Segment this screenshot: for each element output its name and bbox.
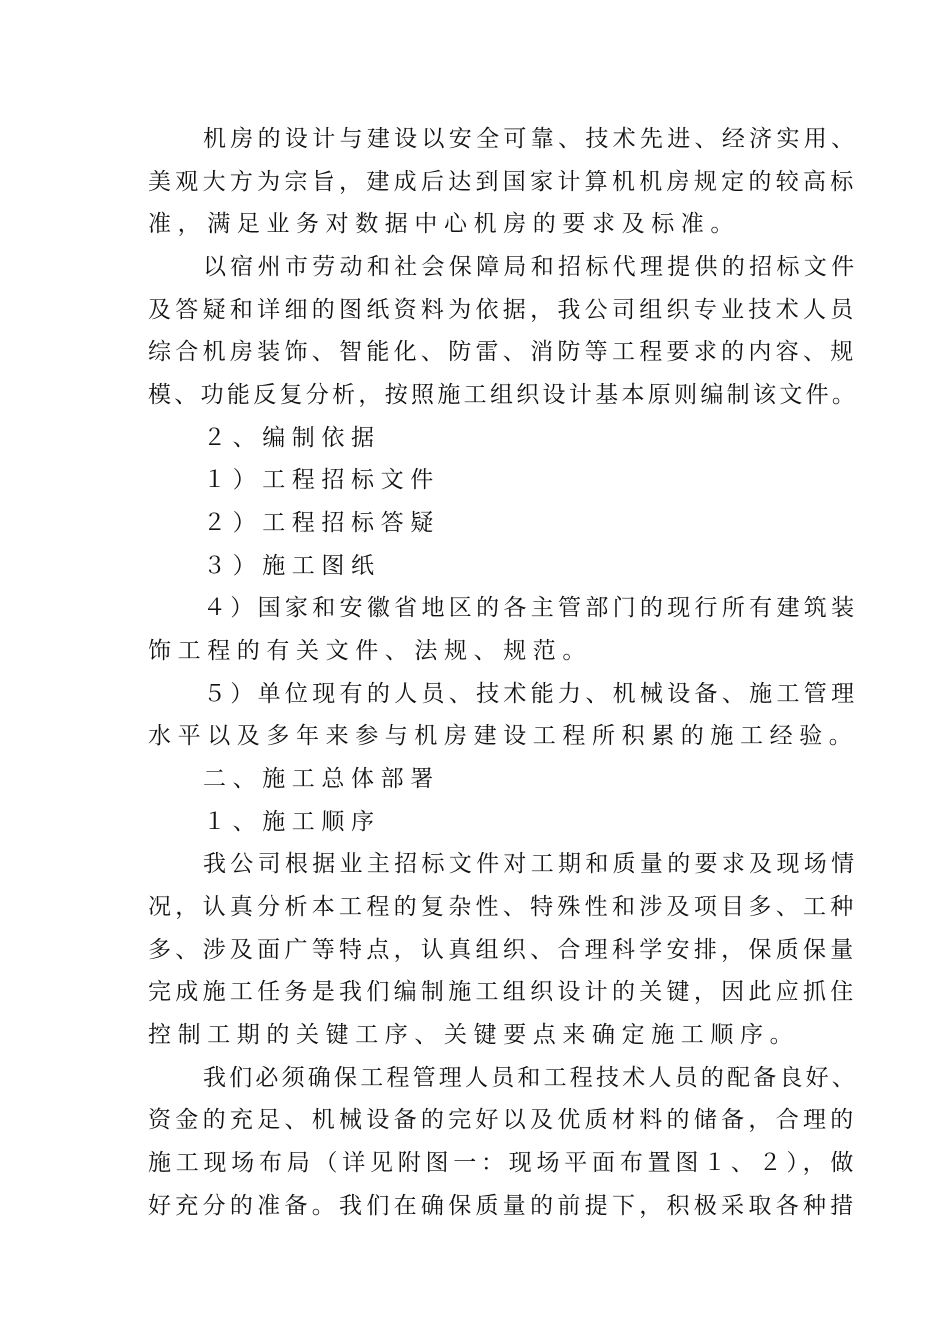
paragraph-line: 好充分的准备。我们在确保质量的前提下，积极采取各种措 xyxy=(148,1193,858,1219)
paragraph-line: 及答疑和详细的图纸资料为依据，我公司组织专业技术人员 xyxy=(148,297,858,323)
subsection-heading: １、施工顺序 xyxy=(203,809,381,835)
section-heading: ２、编制依据 xyxy=(203,425,381,451)
list-item: １）工程招标文件 xyxy=(203,467,440,493)
list-item: ５）单位现有的人员、技术能力、机械设备、施工管理 xyxy=(203,681,859,707)
list-item: ４）国家和安徽省地区的各主管部门的现行所有建筑装 xyxy=(203,595,859,621)
paragraph-line: 控制工期的关键工序、关键要点来确定施工顺序。 xyxy=(148,1022,800,1048)
paragraph-line: 美观大方为宗旨，建成后达到国家计算机机房规定的较高标 xyxy=(148,169,858,195)
paragraph-line: 我们必须确保工程管理人员和工程技术人员的配备良好、 xyxy=(203,1065,858,1091)
paragraph-line: 综合机房装饰、智能化、防雷、消防等工程要求的内容、规 xyxy=(148,339,858,365)
list-item-continuation: 水平以及多年来参与机房建设工程所积累的施工经验。 xyxy=(148,723,859,749)
paragraph-line: 我公司根据业主招标文件对工期和质量的要求及现场情 xyxy=(203,851,859,877)
paragraph-line: 况，认真分析本工程的复杂性、特殊性和涉及项目多、工种 xyxy=(148,894,858,920)
paragraph-line: 多、涉及面广等特点，认真组织、合理科学安排，保质保量 xyxy=(148,937,858,963)
paragraph-line: 完成施工任务是我们编制施工组织设计的关键，因此应抓住 xyxy=(148,979,858,1005)
list-item: ３）施工图纸 xyxy=(203,553,381,579)
section-heading: 二、施工总体部署 xyxy=(203,766,440,792)
paragraph-line: 资金的充足、机械设备的完好以及优质材料的储备，合理的 xyxy=(148,1107,858,1133)
paragraph-line: 机房的设计与建设以安全可靠、技术先进、经济实用、 xyxy=(203,126,859,152)
paragraph-line: 施工现场布局（详见附图一：现场平面布置图１、２），做 xyxy=(148,1150,859,1176)
paragraph-line: 准，满足业务对数据中心机房的要求及标准。 xyxy=(148,211,740,237)
list-item: ２）工程招标答疑 xyxy=(203,510,440,536)
paragraph-line: 模、功能反复分析，按照施工组织设计基本原则编制该文件。 xyxy=(148,382,859,408)
list-item-continuation: 饰工程的有关文件、法规、规范。 xyxy=(148,638,592,664)
paragraph-line: 以宿州市劳动和社会保障局和招标代理提供的招标文件 xyxy=(203,254,859,280)
